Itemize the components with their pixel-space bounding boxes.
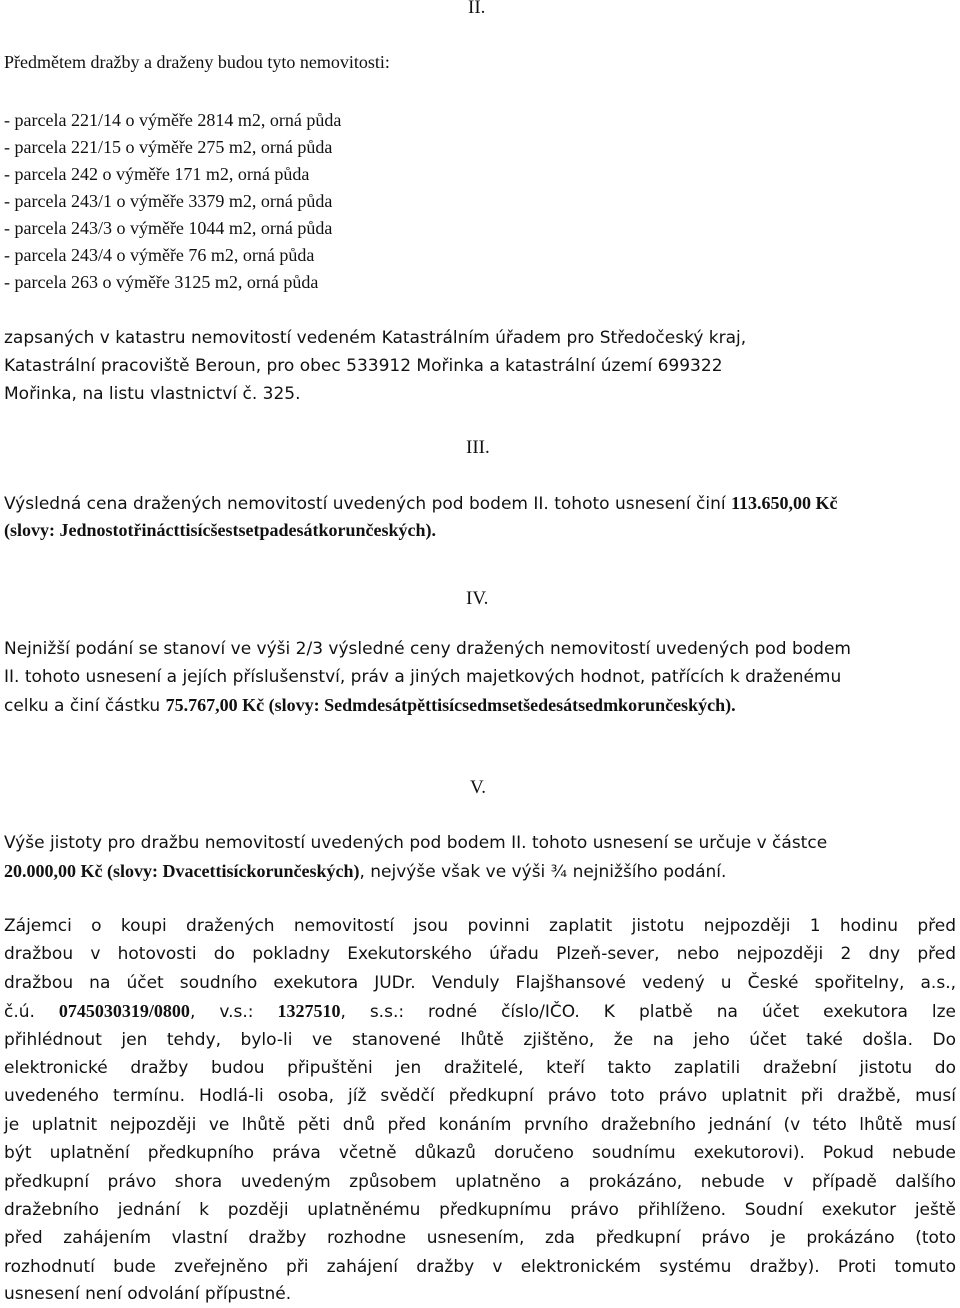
cadastre-line: zapsaných v katastru nemovitostí vedeném Katastrálním úřadem pro Středočeský kraj,	[4, 328, 747, 348]
lowest-bid-amount: 75.767,00 Kč (slovy: Sedmdesátpěttisícsedmsetšedesátsedmkorunčeských).	[165, 695, 736, 715]
deposit-para-line: uvedeného termínu. Hodlá-li osoba, jíž svědčí předkupní právo toto právo uplatnit při dražbě, musí	[4, 1086, 956, 1107]
deposit-para-line: přihlédnout jen tehdy, bylo-li ve stanovené lhůtě zjištěno, že na jeho účet také došla. Do	[4, 1029, 956, 1050]
deposit-para-line: dražbou na účet soudního exekutora JUDr. Venduly Flajšhansové vedený u České spořitelny, a.s.,	[4, 972, 956, 993]
account-text: , s.s.: rodné číslo/IČO. K platbě na účet exekutora lze	[340, 1002, 956, 1023]
section-number-iii: III.	[466, 437, 490, 458]
section-ii-intro: Předmětem dražby a draženy budou tyto nemovitosti:	[4, 52, 390, 72]
deposit-para-line: Zájemci o koupi dražených nemovitostí jsou povinni zaplatit jistotu nejpozději 1 hodinu před	[4, 916, 956, 936]
parcel-item: - parcela 221/14 o výměře 2814 m2, orná půda	[4, 110, 342, 130]
deposit-amount: 20.000,00 Kč (slovy: Dvacettisíckorunčeských)	[4, 861, 360, 881]
parcel-item: - parcela 243/3 o výměře 1044 m2, orná půda	[4, 218, 333, 238]
deposit-para-line: před zahájením vlastní dražby rozhodne usnesením, zda předkupní právo je prokázáno (toto	[4, 1228, 956, 1249]
cadastre-line: Mořinka, na listu vlastnictví č. 325.	[4, 384, 301, 404]
final-price-words	[4, 517, 436, 544]
deposit-text: , nejvýše však ve výši ¾ nejnižšího podání.	[359, 862, 727, 882]
section-number-v: V.	[470, 777, 487, 798]
lowest-bid-text: celku a činí částku	[4, 696, 166, 716]
parcel-item: - parcela 242 o výměře 171 m2, orná půda	[4, 164, 310, 184]
lowest-bid-line: Nejnižší podání se stanoví ve výši 2/3 výsledné ceny dražených nemovitostí uvedených pod bodem	[4, 639, 851, 659]
lowest-bid-line: II. tohoto usnesení a jejích příslušenství, práv a jiných majetkových hodnot, patřících k draženému	[4, 667, 842, 687]
parcel-item: - parcela 263 o výměře 3125 m2, orná půda	[4, 272, 319, 292]
deposit-para-line: být uplatnění předkupního práva včetně důkazů doručeno soudnímu exekutorovi). Pokud nebude	[4, 1143, 956, 1164]
final-price-text: Výsledná cena dražených nemovitostí uvedených pod bodem II. tohoto usnesení činí	[4, 494, 731, 514]
deposit-para-line: předkupní právo shora uvedeným způsobem uplatněno a prokázáno, nebude v případě dalšího	[4, 1171, 956, 1192]
deposit-line	[4, 858, 726, 886]
account-text: č.ú.	[4, 1002, 59, 1023]
cadastre-line: Katastrální pracoviště Beroun, pro obec 533912 Mořinka a katastrální území 699322	[4, 356, 723, 376]
deposit-para-line: rozhodnutí bude zveřejněno při zahájení dražby v elektronickém systému dražby). Proti tomuto	[4, 1256, 956, 1277]
parcel-item: - parcela 243/1 o výměře 3379 m2, orná půda	[4, 191, 333, 211]
final-price-amount: 113.650,00 Kč	[731, 493, 838, 513]
deposit-para-line: elektronické dražby budou připuštěni jen dražitelé, kteří takto zaplatili dražební jistotu do	[4, 1058, 956, 1078]
lowest-bid-line	[4, 692, 736, 720]
account-text: , v.s.:	[189, 1002, 278, 1023]
final-price-words-bold: (slovy: Jednostotřinácttisícšestsetpadesátkorunčeských).	[4, 520, 436, 540]
account-number: 0745030319/0800	[58, 1001, 190, 1022]
variable-symbol: 1327510	[277, 1001, 341, 1022]
final-price-line	[4, 490, 838, 518]
section-number-ii: II.	[468, 0, 486, 18]
account-line	[4, 997, 956, 1027]
deposit-para-line: dražebního jednání k později uplatněnému předkupnímu právo přihlíženo. Soudní exekutor ještě	[4, 1200, 956, 1220]
deposit-para-line: dražbou v hotovosti do pokladny Exekutorského úřadu Plzeň-sever, nebo nejpozději 2 dny před	[4, 944, 956, 965]
parcel-item: - parcela 243/4 o výměře 76 m2, orná půda	[4, 245, 315, 265]
parcel-item: - parcela 221/15 o výměře 275 m2, orná půda	[4, 137, 333, 157]
deposit-line: Výše jistoty pro dražbu nemovitostí uvedených pod bodem II. tohoto usnesení se určuje v částce	[4, 833, 828, 853]
deposit-para-line: je uplatnit nejpozději ve lhůtě pěti dnů před konáním prvního dražebního jednání (v této lhůtě musí	[4, 1114, 956, 1135]
deposit-para-last-line: usnesení není odvolání přípustné.	[4, 1284, 292, 1305]
section-number-iv: IV.	[466, 588, 489, 609]
